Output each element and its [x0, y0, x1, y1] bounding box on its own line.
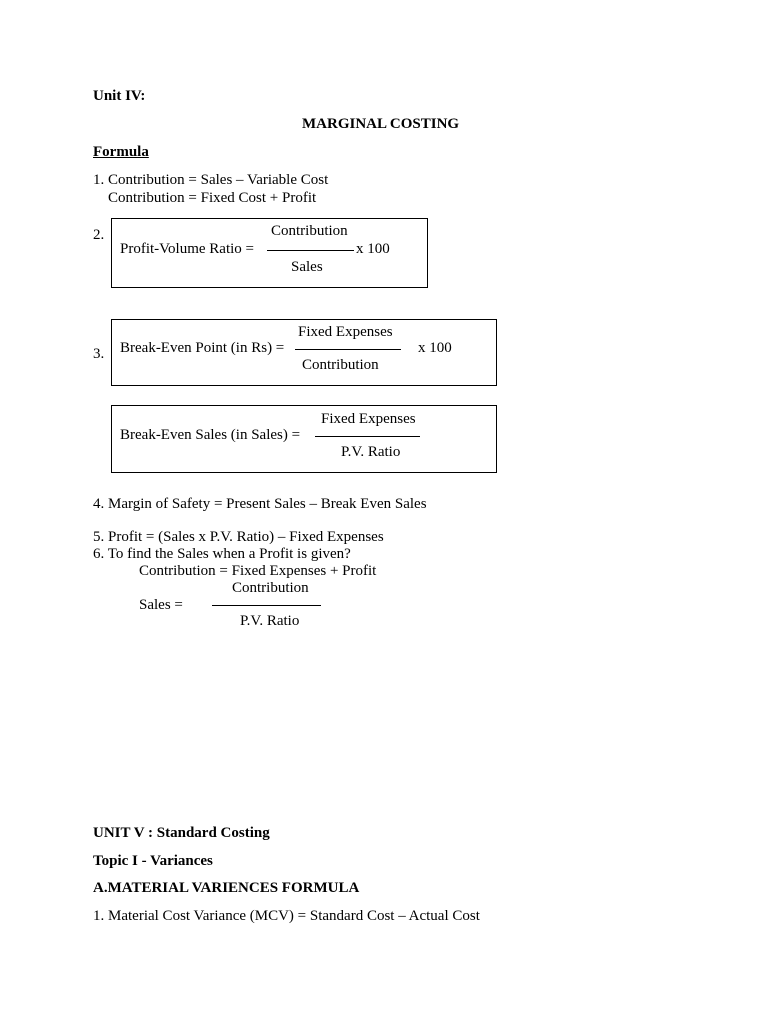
formula-3-numerator: Fixed Expenses: [298, 324, 393, 340]
formula-5: 5. Profit = (Sales x P.V. Ratio) – Fixed Expenses: [93, 529, 384, 545]
formula-2-fraction-bar: [267, 250, 354, 251]
formula-6-line-1: 6. To find the Sales when a Profit is given?: [93, 546, 351, 562]
section-heading: A.MATERIAL VARIENCES FORMULA: [93, 880, 360, 896]
formula-2-label: Profit-Volume Ratio =: [120, 241, 255, 257]
formula-6-label: Sales =: [139, 597, 183, 613]
formula-3-number: 3.: [93, 346, 105, 362]
formula-3-multiplier: x 100: [418, 340, 452, 356]
formula-2-number: 2.: [93, 227, 105, 243]
formula-1-line-1: 1. Contribution = Sales – Variable Cost: [93, 172, 329, 188]
formula-2-multiplier: x 100: [356, 241, 390, 257]
unit-5-heading: UNIT V : Standard Costing: [93, 825, 270, 841]
formula-1-line-2: Contribution = Fixed Cost + Profit: [108, 190, 317, 206]
formula-2-denominator: Sales: [291, 259, 323, 275]
formula-3-denominator: Contribution: [302, 357, 379, 373]
formula-3b-denominator: P.V. Ratio: [341, 444, 401, 460]
formula-heading: Formula: [93, 144, 149, 160]
formula-6-denominator: P.V. Ratio: [240, 613, 300, 629]
unit-heading: Unit IV:: [93, 88, 146, 104]
formula-3b-numerator: Fixed Expenses: [321, 411, 416, 427]
topic-heading: Topic I - Variances: [93, 853, 213, 869]
formula-6-fraction-bar: [212, 605, 321, 606]
formula-3b-label: Break-Even Sales (in Sales) =: [120, 427, 301, 443]
formula-6-numerator: Contribution: [232, 580, 309, 596]
material-cost-variance-formula: 1. Material Cost Variance (MCV) = Standard Cost – Actual Cost: [93, 908, 480, 924]
formula-4: 4. Margin of Safety = Present Sales – Break Even Sales: [93, 496, 427, 512]
formula-3-label: Break-Even Point (in Rs) =: [120, 340, 285, 356]
page-title: MARGINAL COSTING: [302, 116, 460, 132]
formula-6-line-2: Contribution = Fixed Expenses + Profit: [139, 563, 377, 579]
formula-3-fraction-bar: [295, 349, 401, 350]
formula-2-numerator: Contribution: [271, 223, 348, 239]
formula-3b-fraction-bar: [315, 436, 420, 437]
